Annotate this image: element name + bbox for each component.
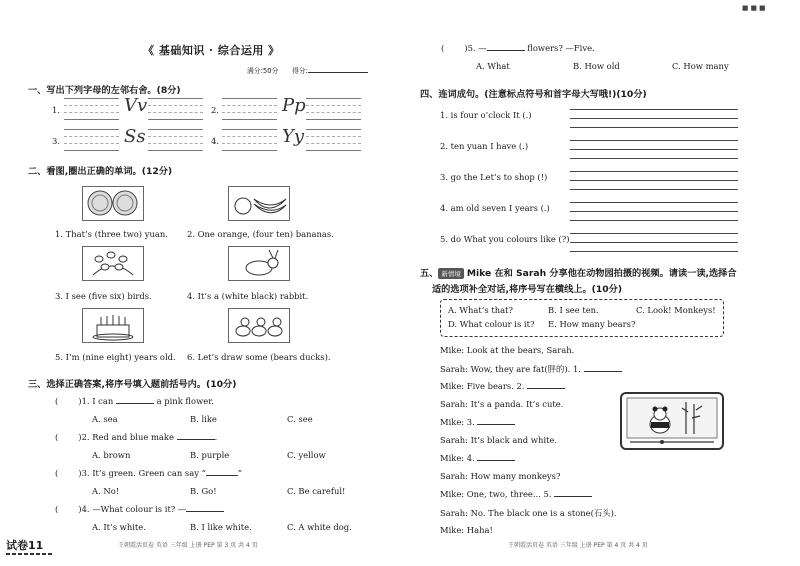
s3-q1-opt-b: B. like (190, 414, 217, 424)
s3-q3: ( )3. It’s green. Green can say “ ” (55, 468, 243, 478)
s5-option-c: C. Look! Monkeys! (636, 305, 716, 315)
s4-answer-lines-4[interactable] (570, 194, 738, 221)
score-label: 得分: (292, 65, 368, 75)
top-right-marks: ■ ■ ■ (742, 4, 766, 12)
s2-item-6: 6. Let’s draw some (bears ducks). (187, 352, 331, 362)
dialog-line-4: Sarah: It’s a panda. It’s cute. (440, 399, 564, 409)
s5-option-a: A. What’s that? (448, 305, 513, 315)
footer-left: 王朝霞活页卷 英语 三年级 上册 PEP 第 3 页 共 4 页 (118, 542, 258, 549)
s3-q3-opt-c: C. Be careful! (287, 486, 346, 496)
section-4-heading: 四、连词成句。(注意标点符号和首字母大写哦!)(10分) (420, 89, 647, 100)
dialog-line-1: Mike: Look at the bears, Sarah. (440, 345, 575, 355)
dialog-line-2: Sarah: Wow, they are fat(胖的). 1. (440, 363, 622, 375)
s1-num-4: 4. (211, 136, 219, 146)
s5-option-b: B. I see ten. (548, 305, 599, 315)
section-1-heading: 一、写出下列字母的左邻右舍。(8分) (28, 85, 181, 96)
s1-letter-3: Ss (124, 126, 146, 147)
s3-q2-opt-c: C. yellow (287, 450, 326, 460)
s2-item-3: 3. I see (five six) birds. (55, 291, 152, 301)
s3-q1-opt-c: C. see (287, 414, 313, 424)
s3-q2: ( )2. Red and blue make . (55, 432, 218, 442)
s5-option-d: D. What colour is it? (448, 319, 535, 329)
dialog-line-3: Mike: Five bears. 2. (440, 381, 565, 391)
panda-bamboo-image (622, 394, 722, 448)
s2-item-4: 4. It’s a (white black) rabbit. (187, 291, 309, 301)
s1-letter-2: Pp (282, 95, 306, 116)
s4-item-1: 1. is four o’clock It (.) (440, 110, 532, 120)
s4-item-2: 2. ten yuan I have (.) (440, 141, 529, 151)
s1-num-2: 2. (211, 105, 219, 115)
footer-right: 王朝霞活页卷 英语 三年级 上册 PEP 第 4 页 共 4 页 (508, 542, 648, 549)
section-3-heading: 三、选择正确答案,将序号填入题前括号内。(10分) (28, 379, 237, 390)
s4-answer-lines-2[interactable] (570, 132, 738, 159)
section-5-heading: 五、 新情境 Mike 在和 Sarah 分享他在动物园拍摄的视频。请读一读,选择合 (420, 268, 737, 279)
page-badge: 试卷11 (6, 539, 44, 552)
s3-q1: ( )1. I can a pink flower. (55, 396, 214, 406)
page-title: 《 基础知识 · 综合运用 》 (143, 44, 280, 57)
dialog-line-6: Sarah: It’s black and white. (440, 435, 557, 445)
s1-letter-4: Yy (282, 126, 305, 147)
s1-letter-1: Vv (124, 95, 148, 116)
video-tablet[interactable] (620, 392, 724, 450)
section-2-heading: 二、看图,圈出正确的单词。(12分) (28, 166, 173, 177)
s1-num-3: 3. (52, 136, 60, 146)
dialog-line-9: Mike: One, two, three... 5. (440, 489, 592, 499)
s4-answer-lines-1[interactable] (570, 101, 738, 128)
s3-q5: ( )5. — flowers? —Five. (441, 43, 595, 53)
s2-item-1: 1. That’s (three two) yuan. (55, 229, 168, 239)
s2-item-2: 2. One orange, (four ten) bananas. (187, 229, 334, 239)
s3-q3-opt-b: B. Go! (190, 486, 217, 496)
s3-q4: ( )4. —What colour is it? — (55, 504, 224, 514)
s3-q5-opt-b: B. How old (573, 61, 620, 71)
s2-item-5: 5. I’m (nine eight) years old. (55, 352, 176, 362)
s4-item-3: 3. go the Let’s to shop (!) (440, 172, 548, 182)
dialog-line-5: Mike: 3. (440, 417, 515, 427)
s3-q5-opt-a: A. What (476, 61, 510, 71)
dialog-line-11: Mike: Haha! (440, 525, 493, 535)
s3-q1-opt-a: A. sea (92, 414, 118, 424)
score-full: 满分:50分 (247, 67, 279, 75)
dialog-line-8: Sarah: How many monkeys? (440, 471, 561, 481)
dialog-line-10: Sarah: No. The black one is a stone(石头). (440, 508, 617, 518)
s3-q5-opt-c: C. How many (672, 61, 729, 71)
s3-q4-opt-b: B. I like white. (190, 522, 252, 532)
s4-answer-lines-3[interactable] (570, 163, 738, 190)
section-5-heading-2: 适的选项补全对话,将序号写在横线上。(10分) (432, 284, 623, 295)
s1-num-1: 1. (52, 105, 60, 115)
s3-q2-opt-b: B. purple (190, 450, 230, 460)
s5-option-e: E. How many bears? (548, 319, 636, 329)
s3-q4-opt-c: C. A white dog. (287, 522, 352, 532)
s3-q3-opt-a: A. No! (92, 486, 120, 496)
new-context-badge: 新情境 (438, 268, 464, 279)
s4-item-5: 5. do What you colours like (?) (440, 234, 570, 244)
s3-q4-opt-a: A. It’s white. (92, 522, 146, 532)
s3-q2-opt-a: A. brown (92, 450, 131, 460)
s4-answer-lines-5[interactable] (570, 225, 738, 252)
dialog-line-7: Mike: 4. (440, 453, 515, 463)
s4-item-4: 4. am old seven I years (.) (440, 203, 550, 213)
